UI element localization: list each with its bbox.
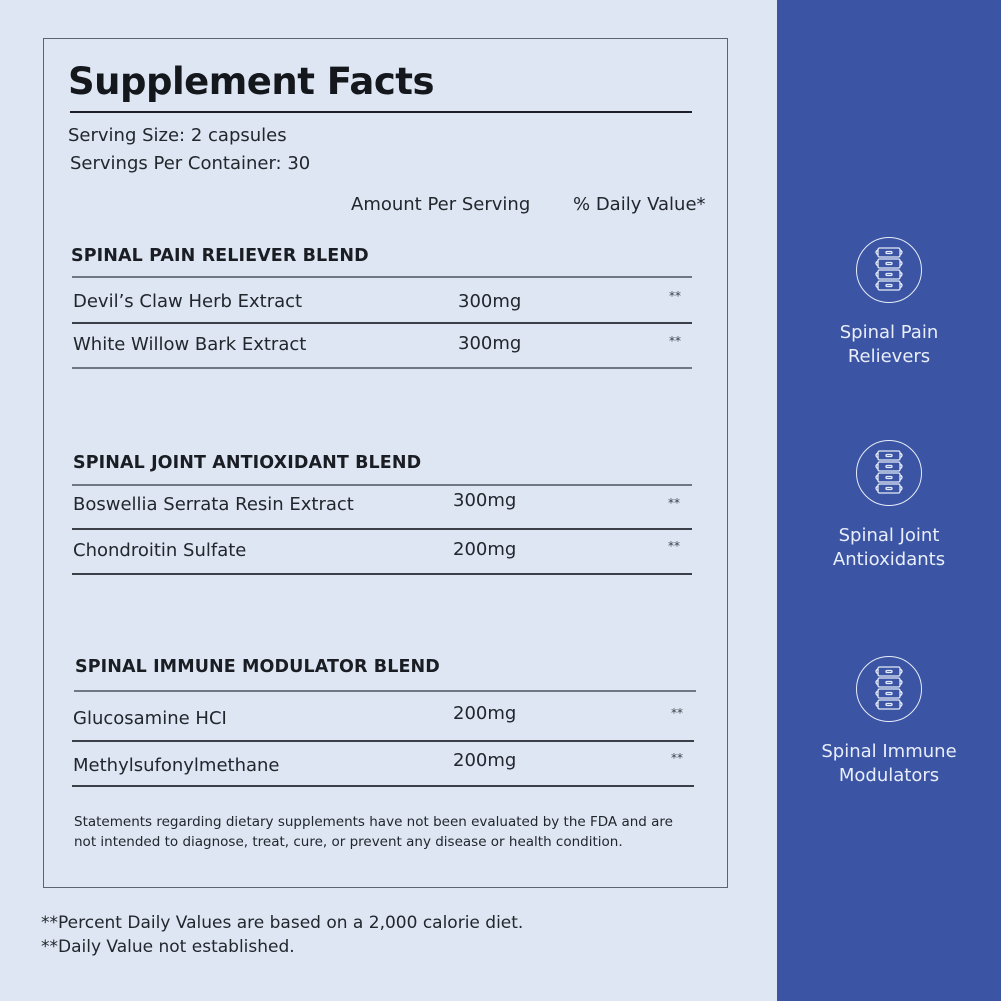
blend-title-pain-reliever: SPINAL PAIN RELIEVER BLEND — [71, 246, 369, 266]
ingredient-amount: 200mg — [453, 703, 517, 724]
feature-label-line2: Antioxidants — [832, 549, 946, 570]
divider — [72, 573, 692, 575]
ingredient-name: Chondroitin Sulfate — [73, 540, 247, 561]
amount-per-serving-header: Amount Per Serving — [351, 194, 531, 215]
ingredient-name: Glucosamine HCI — [73, 708, 227, 729]
feature-label-line1: Spinal Joint — [838, 525, 940, 546]
ingredient-name: White Willow Bark Extract — [73, 334, 307, 355]
divider — [72, 367, 692, 369]
page-title: Supplement Facts — [68, 60, 435, 103]
title-divider — [70, 111, 692, 113]
benefits-sidebar — [777, 0, 1001, 1001]
feature-label-line1: Spinal Pain — [839, 322, 939, 343]
divider — [72, 785, 694, 787]
ingredient-amount: 300mg — [453, 490, 517, 511]
feature-label-line1: Spinal Immune — [821, 741, 957, 762]
feature-label-line2: Relievers — [847, 346, 931, 367]
footnote-daily-values: **Percent Daily Values are based on a 2,000 calorie diet. — [41, 913, 524, 933]
servings-per-container: Servings Per Container: 30 — [70, 153, 311, 174]
ingredient-amount: 200mg — [453, 750, 517, 771]
divider — [72, 528, 692, 530]
fda-disclaimer: Statements regarding dietary supplements have not been evaluated by the FDA and are not intended to diagnose, treat, cure, or prevent any disease or health condition. — [74, 814, 673, 850]
ingredient-amount: 200mg — [453, 539, 517, 560]
divider — [72, 276, 692, 278]
feature-pain-relievers — [777, 237, 1001, 369]
ingredient-name: Devil’s Claw Herb Extract — [73, 291, 303, 312]
ingredient-name: Boswellia Serrata Resin Extract — [73, 494, 354, 515]
divider — [72, 740, 694, 742]
divider — [72, 322, 692, 324]
divider — [72, 484, 692, 486]
ingredient-daily-value: ** — [669, 289, 681, 303]
feature-label-line2: Modulators — [838, 765, 940, 786]
feature-joint-antioxidants — [777, 440, 1001, 572]
footnote-not-established: **Daily Value not established. — [41, 937, 295, 957]
ingredient-amount: 300mg — [458, 333, 522, 354]
ingredient-daily-value: ** — [671, 751, 683, 765]
ingredient-daily-value: ** — [669, 334, 681, 348]
blend-title-immune-modulator: SPINAL IMMUNE MODULATOR BLEND — [75, 657, 440, 677]
feature-immune-modulators — [777, 656, 1001, 788]
ingredient-amount: 300mg — [458, 291, 522, 312]
spine-icon — [856, 440, 922, 506]
ingredient-daily-value: ** — [668, 539, 680, 553]
ingredient-daily-value: ** — [671, 706, 683, 720]
spine-icon — [856, 656, 922, 722]
daily-value-header: % Daily Value* — [573, 194, 706, 215]
ingredient-name: Methylsufonylmethane — [73, 755, 280, 776]
serving-size: Serving Size: 2 capsules — [68, 125, 287, 146]
ingredient-daily-value: ** — [668, 496, 680, 510]
blend-title-joint-antioxidant: SPINAL JOINT ANTIOXIDANT BLEND — [73, 453, 422, 473]
spine-icon — [856, 237, 922, 303]
divider — [74, 690, 696, 692]
